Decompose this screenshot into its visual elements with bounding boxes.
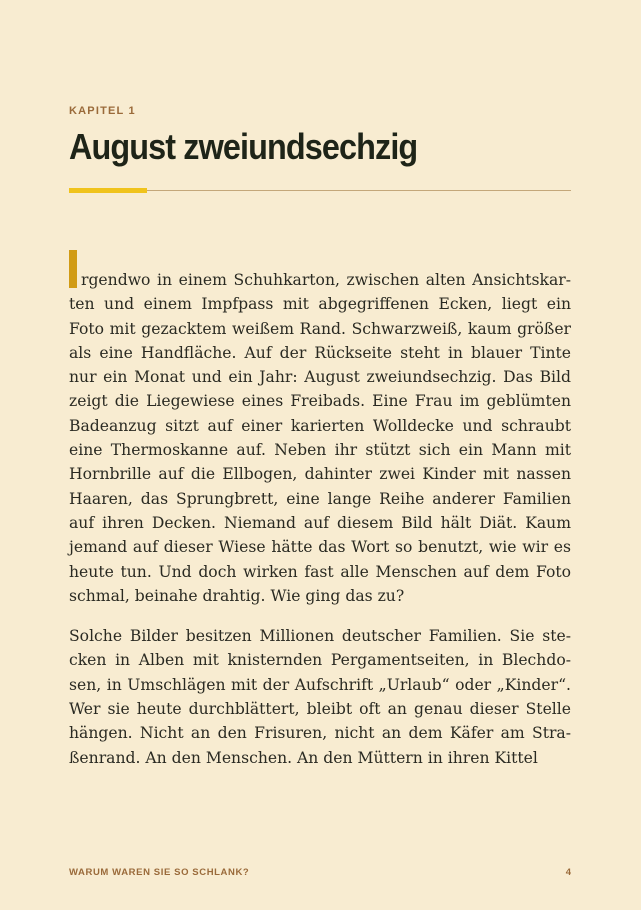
- drop-cap-letter: [69, 250, 77, 288]
- paragraph: Solche Bilder besitzen Millionen deutscher Familien. Sie stecken in Alben mit knisternden Pergamentseiten, in Blechdosen, in Umschlägen mit der Aufschrift „Urlaub“ oder „Kinder“. Wer sie heute durchblättert, bleibt oft an genau dieser Stelle hängen. Nicht an den Frisuren, nicht an dem Käfer am Straßenrand. An den Menschen. An den Müttern in ihren Kittel: [69, 627, 571, 767]
- running-footer-title: WARUM WAREN SIE SO SCHLANK?: [69, 867, 250, 878]
- page-number: 4: [565, 867, 571, 878]
- book-page: [69, 0, 571, 910]
- paragraph: [69, 250, 571, 608]
- paragraph-text: rgendwo in einem Schuhkarton, zwischen alten Ansichtskarten und einem Impfpass mit abgegriffenen Ecken, liegt ein Foto mit gezacktem weißem Rand. Schwarzweiß, kaum größer als eine Handfläche. Auf der Rückseite steht in blauer Tinte nur ein Monat und ein Jahr: August zweiundsechzig. Das Bild zeigt die Liegewiese eines Freibads. Eine Frau im geblümten Badeanzug sitzt auf einer karierten Wolldecke und schraubt eine Thermoskanne auf. Neben ihr stützt sich ein Mann mit Hornbrille auf die Ellbogen, dahinter zwei Kinder mit nassen Haaren, das Sprungbrett, eine lange Reihe anderer Familien auf ihren Decken. Niemand auf diesem Bild hält Diät. Kaum jemand auf dieser Wiese hätte das Wort so benutzt, wie wir es heute tun. Und doch wirken fast alle Menschen auf dem Foto schmal, beinahe drahtig. Wie ging das zu?: [69, 271, 571, 605]
- chapter-label: KAPITEL 1: [69, 105, 136, 117]
- chapter-body: [69, 250, 571, 786]
- title-divider-accent: [69, 188, 147, 193]
- chapter-title: August zweiundsechzig: [69, 126, 418, 167]
